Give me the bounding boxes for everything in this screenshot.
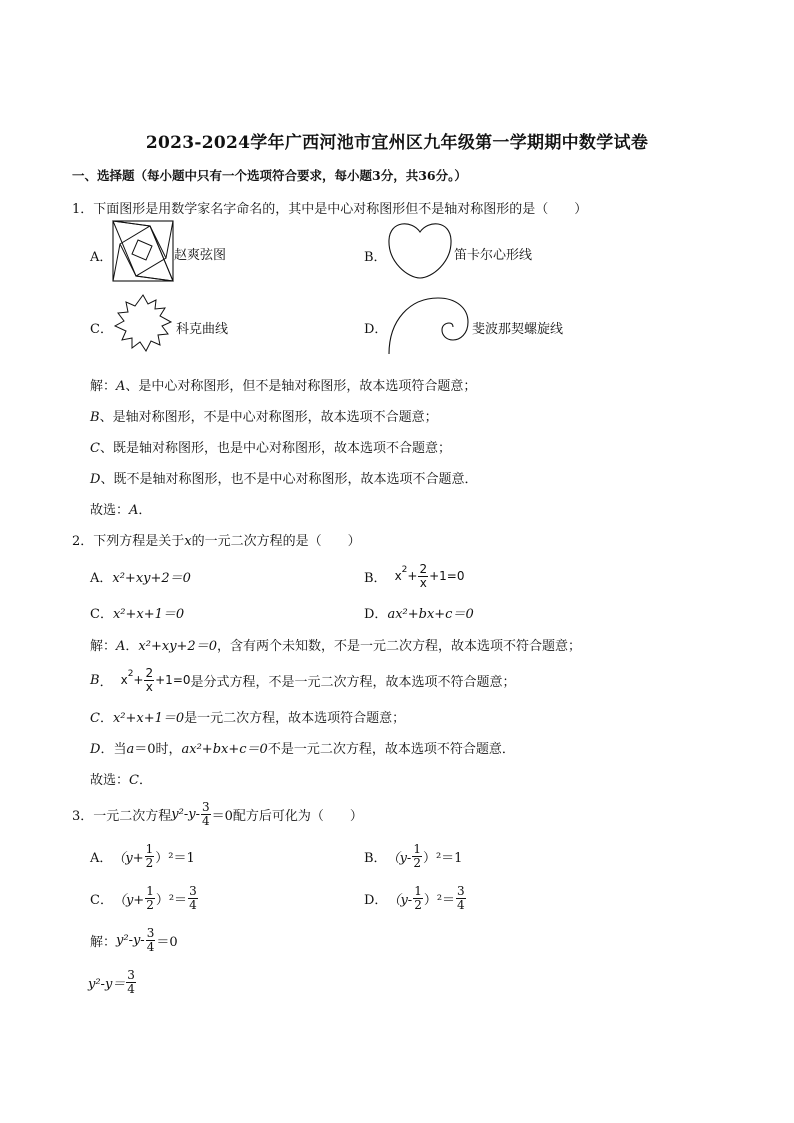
- q3-solution-line-1: [90, 922, 178, 958]
- solution-head: 解：: [90, 639, 117, 654]
- solution-text: 、是中心对称图形，但不是轴对称图形，故本选项符合题意；: [125, 379, 477, 394]
- option-letter: A．: [90, 850, 113, 866]
- page-title: 2023-2024学年广西河池市宜州区九年级第一学期期中数学试卷: [145, 133, 649, 153]
- q1-option-b-label: 笛卡尔心形线: [454, 248, 533, 263]
- solution-head: 解：: [90, 379, 117, 394]
- solution-letter: B: [90, 672, 100, 688]
- answer-letter: A: [129, 503, 139, 518]
- q2-solution-line-2: [90, 660, 516, 700]
- q1-option-a-letter: A．: [90, 250, 113, 265]
- option-letter: C．: [90, 607, 113, 622]
- solution-expr: x²+xy+2＝0: [138, 639, 217, 654]
- q3-option-c: [90, 880, 199, 916]
- option-plus: +: [407, 569, 418, 583]
- q1-stem: 1．下面图形是用数学家名字命名的，其中是中心对称图形但不是轴对称图形的是（ ）: [72, 202, 588, 217]
- q1-solution-line-2: [90, 406, 438, 425]
- fraction-numerator: 3: [189, 883, 197, 898]
- option-pre: （y-: [387, 892, 413, 908]
- option-letter: D．: [364, 607, 388, 622]
- answer-head: 故选：: [90, 503, 130, 518]
- q3-solution-line-2: [88, 964, 137, 1000]
- option-fraction: [145, 885, 155, 912]
- solution-expr: ax²+bx+c＝0: [181, 742, 268, 757]
- q1-solution-line-4: [90, 468, 477, 487]
- fraction-denominator: 4: [127, 981, 135, 996]
- option-fraction: [412, 843, 422, 870]
- fraction-numerator: 1: [146, 883, 154, 898]
- fraction-denominator: 2: [414, 897, 422, 912]
- fraction-denominator: 2: [146, 897, 154, 912]
- option-x: x: [394, 569, 402, 583]
- solution-text: 、是轴对称图形，不是中心对称图形，故本选项不合题意；: [99, 410, 438, 425]
- solution-expr: y²-y＝: [88, 976, 126, 992]
- option-letter: D．: [364, 892, 388, 908]
- solution-text: ，含有两个未知数，不是一元二次方程，故本选项不符合题意；: [216, 639, 581, 654]
- option-pre: （y+: [112, 850, 144, 866]
- fraction-numerator: 1: [145, 841, 154, 856]
- q3-stem-expr: y²-y-: [171, 806, 200, 822]
- solution-dot: ．: [100, 742, 114, 757]
- solution-text: 、既是轴对称图形，也是中心对称图形，故本选项不合题意；: [99, 441, 451, 456]
- solution-t1: 当: [113, 742, 127, 757]
- solution-head: 解：: [90, 934, 117, 950]
- q1-option-b-letter: B．: [364, 250, 387, 265]
- q2-option-a: [90, 567, 191, 586]
- q2-solution-line-1: [90, 635, 581, 654]
- cardioid-curve: [386, 218, 454, 280]
- option-fraction-rhs: [456, 885, 466, 912]
- q1-solution-line-1: [90, 375, 476, 394]
- solution-expr: y²-y-: [116, 932, 145, 948]
- option-letter: A．: [90, 571, 113, 586]
- option-pre: （y+: [112, 892, 145, 908]
- solution-fraction: [146, 927, 156, 954]
- solution-letter: D: [90, 742, 101, 757]
- q2-option-b: [364, 556, 465, 596]
- q3-stem: [72, 796, 363, 832]
- fraction-denominator: x: [419, 575, 427, 590]
- fraction-numerator: 2: [419, 561, 428, 576]
- q2-option-d: [364, 603, 474, 622]
- solution-letter: D: [90, 472, 101, 487]
- solution-x: x: [120, 673, 128, 687]
- q3-option-a: [90, 838, 195, 874]
- q3-stem-a: 3．一元二次方程: [72, 808, 172, 824]
- answer-tail: ．: [138, 503, 152, 518]
- fraction-denominator: 2: [413, 855, 421, 870]
- q3-option-b: [364, 838, 462, 874]
- q3-option-d: [364, 880, 467, 916]
- solution-post: ＝0: [156, 934, 178, 950]
- option-fraction-rhs: [188, 885, 198, 912]
- koch-curve: [110, 292, 176, 356]
- q2-stem-b: 的一元二次方程的是（ ）: [191, 534, 361, 549]
- option-letter: B．: [364, 850, 387, 866]
- solution-var: a: [126, 742, 135, 757]
- section-heading: 一、选择题（每小题中只有一个选项符合要求，每小题3分，共36分。）: [72, 168, 467, 183]
- q2-solution-line-4: [90, 738, 515, 757]
- fraction-numerator: 3: [146, 925, 155, 940]
- answer-letter: C: [129, 773, 139, 788]
- fibonacci-spiral: [386, 290, 470, 356]
- q2-option-c: [90, 603, 184, 622]
- fraction-denominator: 4: [189, 897, 197, 912]
- solution-post: +1=0: [155, 673, 191, 687]
- solution-dot: ．: [125, 639, 139, 654]
- solution-text: 不是一元二次方程，故本选项不符合题意．: [267, 742, 515, 757]
- q1-solution-line-3: [90, 437, 451, 456]
- fraction-numerator: 2: [145, 665, 154, 680]
- option-expr: ax²+bx+c＝0: [387, 607, 474, 622]
- fraction-denominator: x: [145, 679, 153, 694]
- fraction-numerator: 3: [201, 799, 210, 814]
- option-post: ）²＝1: [422, 850, 463, 866]
- q1-answer: [90, 499, 151, 518]
- answer-tail: ．: [138, 773, 152, 788]
- q3-stem-b: ＝0配方后可化为（ ）: [211, 808, 363, 824]
- option-post: ）²＝1: [155, 850, 195, 866]
- option-fraction: [418, 563, 428, 590]
- solution-dot: ．: [99, 711, 113, 726]
- option-letter: C．: [90, 892, 113, 908]
- q2-stem-a: 2．下列方程是关于: [72, 534, 185, 549]
- q1-option-d-letter: D．: [364, 322, 388, 337]
- q1-option-c-label: 科克曲线: [176, 322, 229, 337]
- solution-t2: ＝0时，: [134, 742, 182, 757]
- option-post: +1=0: [429, 569, 465, 583]
- fraction-numerator: 3: [457, 883, 465, 898]
- q2-stem-var: x: [184, 534, 192, 549]
- solution-text: 是一元二次方程，故本选项符合题意；: [184, 711, 406, 726]
- fraction-numerator: 1: [414, 883, 422, 898]
- option-fraction: [413, 885, 423, 912]
- solution-fraction: [144, 667, 154, 694]
- solution-letter: C: [90, 711, 100, 726]
- solution-letter: B: [90, 410, 100, 425]
- solution-text: 是分式方程，不是一元二次方程，故本选项不符合题意；: [190, 674, 516, 690]
- solution-dot: ．: [99, 674, 113, 690]
- option-letter: B．: [364, 570, 387, 586]
- solution-sup: 2: [127, 669, 134, 679]
- zhao-shuang-diagram: [112, 220, 174, 282]
- solution-text: 、既不是轴对称图形，也不是中心对称图形，故本选项不合题意．: [100, 472, 478, 487]
- solution-expr: x²+x+1＝0: [112, 711, 185, 726]
- solution-letter: A: [116, 379, 126, 394]
- q2-stem: [72, 530, 361, 549]
- option-expr: x²+x+1＝0: [112, 607, 185, 622]
- fraction-numerator: 1: [413, 841, 421, 856]
- q2-answer: [90, 769, 152, 788]
- fraction-numerator: 3: [127, 967, 135, 982]
- fraction-denominator: 4: [146, 939, 155, 954]
- fraction-denominator: 4: [201, 813, 210, 828]
- solution-letter: A: [116, 639, 126, 654]
- option-mid: ）²＝: [423, 892, 456, 908]
- option-pre: （y-: [386, 850, 412, 866]
- fraction-denominator: 2: [145, 855, 154, 870]
- fraction-denominator: 4: [457, 897, 465, 912]
- answer-head: 故选：: [90, 773, 130, 788]
- q3-stem-fraction: [201, 801, 211, 828]
- solution-letter: C: [90, 441, 100, 456]
- option-mid: ）²＝: [155, 892, 188, 908]
- option-sup: 2: [401, 565, 408, 575]
- q1-option-d-label: 斐波那契螺旋线: [472, 322, 564, 337]
- option-expr: x²+xy+2＝0: [112, 571, 191, 586]
- option-fraction: [145, 843, 155, 870]
- q2-solution-line-3: [90, 707, 405, 726]
- solution-fraction: [126, 969, 136, 996]
- q1-option-c-letter: C．: [90, 322, 113, 337]
- q1-option-a-label: 赵爽弦图: [174, 248, 227, 263]
- solution-plus: +: [133, 673, 144, 687]
